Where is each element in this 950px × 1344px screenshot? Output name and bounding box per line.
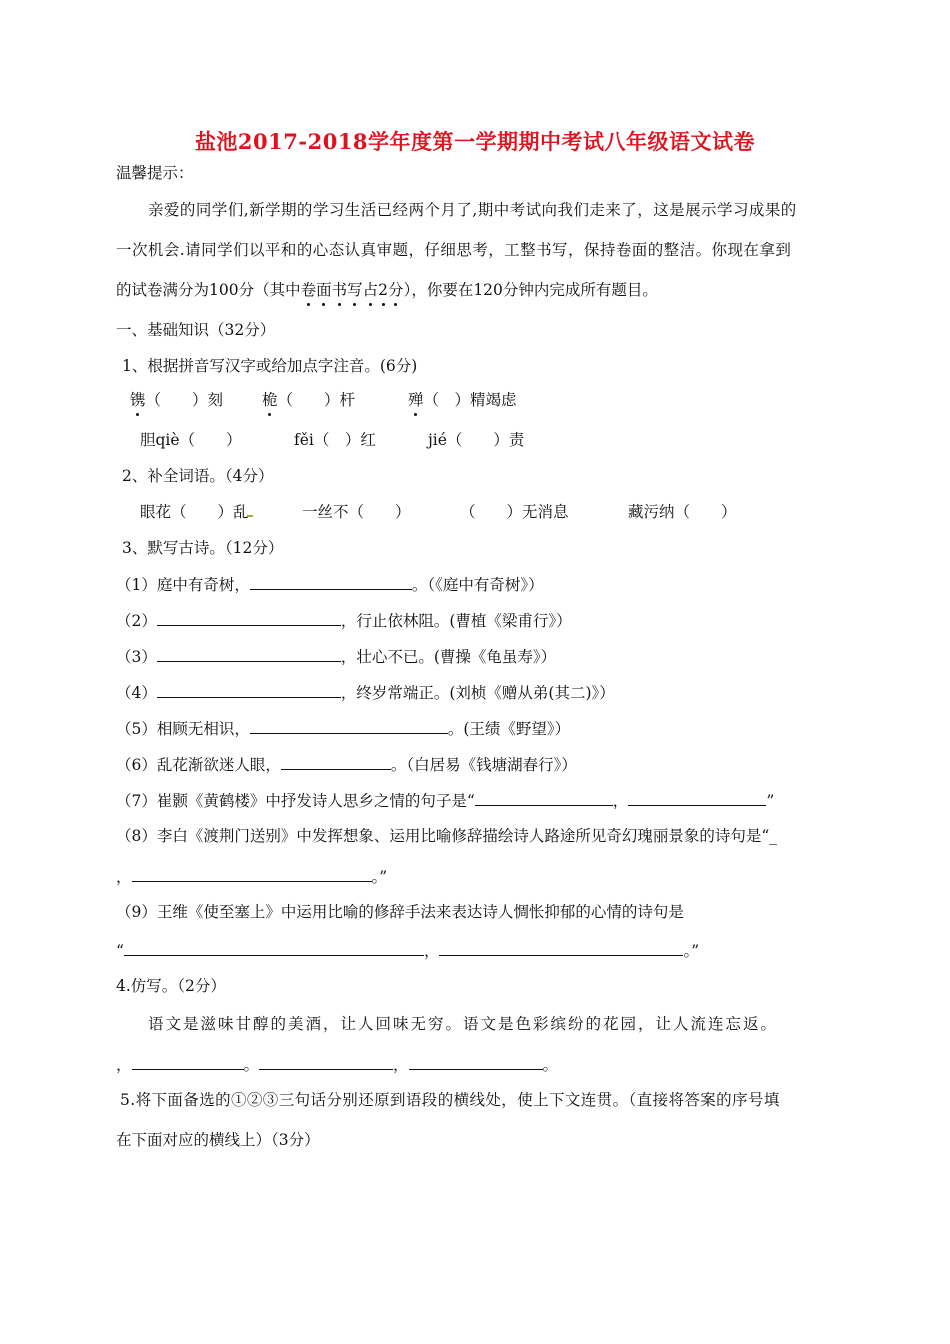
- q1-row1-item-1-rest: （ ）刻: [145, 391, 224, 409]
- q3-part-8-line-1: （8）李白《渡荆门送别》中发挥想象、运用比喻修辞描绘诗人路途所见奇幻瑰丽景象的诗句是“_: [116, 827, 778, 845]
- answer-blank[interactable]: [157, 682, 341, 698]
- q4-sep-1: ，: [116, 1056, 132, 1074]
- scribble-mark: [247, 512, 253, 517]
- q3-part-7-mid: ，: [612, 792, 629, 810]
- answer-blank[interactable]: [281, 754, 391, 770]
- answer-blank[interactable]: [439, 940, 683, 956]
- q2-item-2: 一丝不（ ）: [302, 503, 411, 521]
- q1-row1-item-1: [130, 390, 223, 410]
- q3-part-6-pre: （6）乱花渐欲迷人眼，: [116, 756, 281, 774]
- q3-part-9-close: 。”: [683, 942, 700, 960]
- intro-dotted-emphasis: [301, 281, 404, 299]
- q3-part-4-pre: （4）: [116, 684, 157, 702]
- q3-part-4: [116, 682, 615, 703]
- q1-row1-item-2-rest: （ ）杆: [277, 391, 356, 409]
- dotted-char: 2: [378, 281, 389, 299]
- q3-part-1-post: 。（《庭中有奇树》）: [411, 576, 544, 594]
- q3-part-3-pre: （3）: [116, 648, 157, 666]
- dotted-char: 镌: [130, 391, 146, 409]
- q3-part-3-post: ，壮心不已。(曹操《龟虽寿》）: [340, 648, 557, 666]
- q3-part-8-post: 。”: [371, 868, 388, 886]
- q1-row1-item-3-rest: （ ）精竭虑: [423, 391, 517, 409]
- answer-blank[interactable]: [157, 610, 341, 626]
- intro-line-1: 亲爱的同学们,新学期的学习生活已经两个月了,期中考试向我们走来了，这是展示学习成果的: [148, 201, 797, 219]
- exam-title: 盐池2017-2018学年度第一学期期中考试八年级语文试卷: [194, 129, 756, 154]
- section-heading: 一、基础知识（32分）: [116, 321, 276, 339]
- answer-blank[interactable]: [124, 940, 424, 956]
- q3-part-7-pre: （7）崔颢《黄鹤楼》中抒发诗人思乡之情的句子是“: [116, 792, 475, 810]
- q4-answer-line: [116, 1054, 558, 1075]
- q3-part-5-pre: （5）相顾无相识，: [116, 720, 250, 738]
- q3-part-1-pre: （1）庭中有奇树，: [116, 576, 250, 594]
- q4-sep-4: 。: [542, 1056, 559, 1074]
- q4-prompt: 4.仿写。（2分）: [116, 977, 226, 995]
- q2-item-4: 藏污纳（ ）: [628, 503, 737, 521]
- intro-line-3-start: 的试卷满分为100分（其中: [116, 281, 301, 299]
- q2-item-3: （ ）无消息: [460, 503, 569, 521]
- answer-blank[interactable]: [250, 574, 412, 590]
- q4-example: 语文是滋味甘醇的美酒，让人回味无穷。语文是色彩缤纷的花园，让人流连忘返。: [148, 1015, 779, 1033]
- q1-prompt: 1、根据拼音写汉字或给加点字注音。(6分): [122, 357, 418, 375]
- q3-part-1: [116, 574, 544, 595]
- q5-line-1: 5.将下面备选的①②③三句话分别还原到语段的横线处，使上下文连贯。（直接将答案的序号填: [120, 1091, 780, 1109]
- q1-row1-item-3: [408, 390, 517, 410]
- q3-part-7: [116, 790, 774, 811]
- answer-blank[interactable]: [409, 1054, 543, 1070]
- q3-part-5-post: 。(王绩《野望》）: [447, 720, 571, 738]
- q3-part-9-line-2: [116, 940, 699, 961]
- q3-part-2: [116, 610, 572, 631]
- q3-part-9-line-1: （9）王维《使至塞上》中运用比喻的修辞手法来表达诗人惆怅抑郁的心情的诗句是: [116, 903, 684, 921]
- dotted-char: 卷: [300, 281, 317, 299]
- q2-item-1: [140, 502, 253, 522]
- dotted-char: 桅: [262, 391, 278, 409]
- q3-part-3: [116, 646, 556, 667]
- q4-sep-2: 。: [243, 1056, 260, 1074]
- q5-line-2: 在下面对应的横线上）（3分）: [116, 1131, 320, 1149]
- dotted-char: 分: [388, 281, 404, 299]
- q3-part-7-post: ”: [766, 792, 775, 810]
- answer-blank[interactable]: [259, 1054, 393, 1070]
- intro-line-3-end: ），你要在120分钟内完成所有题目。: [403, 281, 658, 299]
- intro-line-2: 一次机会.请同学们以平和的心态认真审题，仔细思考，工整书写，保持卷面的整洁。你现在拿到: [116, 241, 792, 259]
- q1-row2-item-1: 胆qiè（ ）: [140, 431, 242, 449]
- q3-part-6: [116, 754, 577, 775]
- q2-item-1-text: 眼花（ ）乱: [140, 503, 249, 521]
- q1-row2-item-2: fěi（ ）红: [294, 431, 376, 449]
- q3-part-9-mid: ，: [423, 942, 440, 960]
- answer-blank[interactable]: [157, 646, 341, 662]
- answer-blank[interactable]: [132, 866, 372, 882]
- q3-part-6-post: 。（白居易《钱塘湖春行》）: [390, 756, 577, 774]
- q1-row2-item-3: jié（ ）责: [428, 431, 525, 449]
- dotted-char: 面: [316, 281, 332, 299]
- q3-part-4-post: ，终岁常端正。(刘桢《赠从弟(其二)》）: [340, 684, 615, 702]
- dotted-char: 写: [347, 281, 363, 299]
- q1-row1-item-2: [262, 390, 355, 410]
- intro-line-3: [116, 280, 658, 300]
- q3-part-9-open: “: [116, 942, 124, 960]
- q2-prompt: 2、补全词语。（4分）: [122, 467, 274, 485]
- answer-blank[interactable]: [132, 1054, 244, 1070]
- answer-blank[interactable]: [475, 790, 613, 806]
- q4-sep-3: ，: [393, 1056, 409, 1074]
- q3-part-8-pre: ，: [116, 868, 132, 886]
- answer-blank[interactable]: [628, 790, 766, 806]
- q3-prompt: 3、默写古诗。（12分）: [122, 539, 284, 557]
- q3-part-2-pre: （2）: [116, 612, 157, 630]
- q3-part-2-post: ，行止依林阻。(曹植《梁甫行》）: [340, 612, 572, 630]
- answer-blank[interactable]: [250, 718, 448, 734]
- q3-part-5: [116, 718, 570, 739]
- q3-part-8-line-2: [116, 866, 387, 887]
- dotted-char: 书: [331, 281, 348, 299]
- tips-label: 温馨提示：: [116, 164, 194, 182]
- dotted-char: 占: [362, 281, 379, 299]
- dotted-char: 殚: [408, 391, 424, 409]
